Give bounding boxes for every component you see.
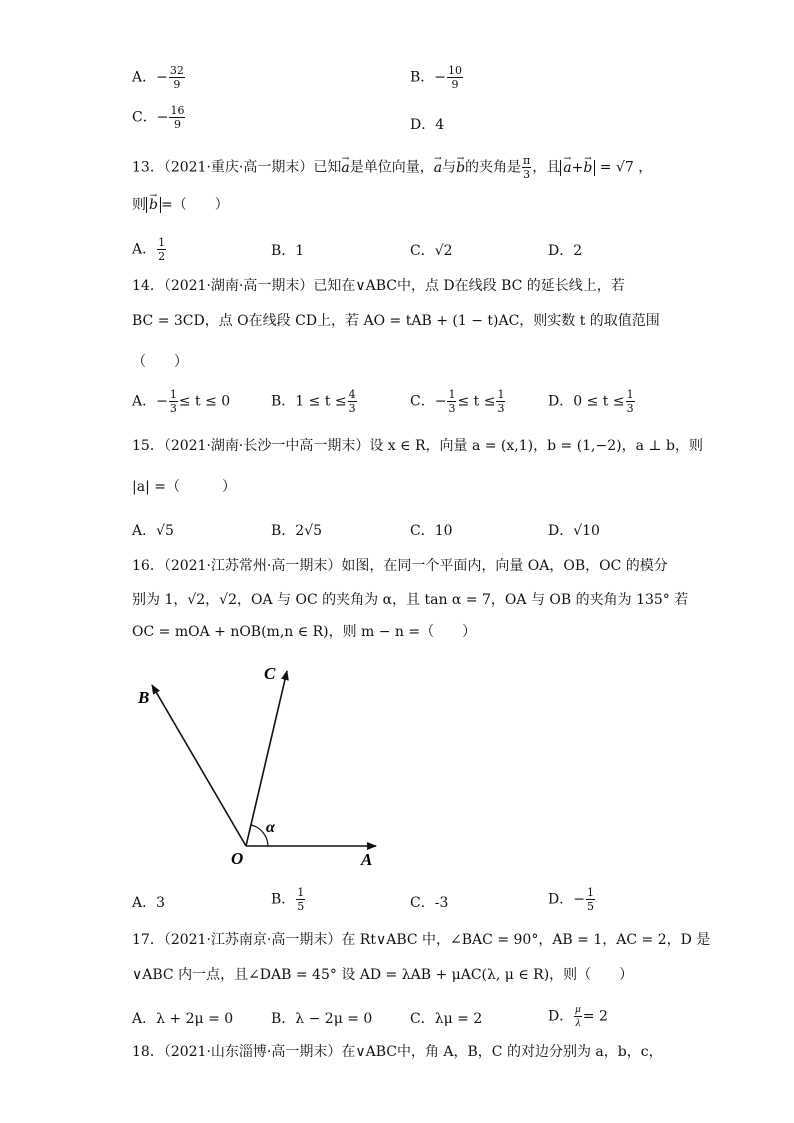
abs-b: → b: [146, 197, 161, 213]
q16-option-b: [271, 886, 306, 913]
option-label: B．: [271, 891, 296, 908]
label-c: C: [264, 664, 276, 683]
option-label: A．: [132, 241, 157, 258]
fraction: [496, 388, 505, 415]
fraction: [447, 388, 456, 415]
fraction: [169, 64, 185, 91]
q12-option-d: D．4: [410, 117, 445, 133]
numerator: 1: [626, 388, 634, 401]
numerator: 16: [170, 104, 185, 117]
q17-stem-line2: ∨ABC 内一点，且∠DAB = 45° 设 AD = λAB + μAC(λ, μ ∈ R)，则（ ）: [132, 967, 634, 983]
q15-option-a: A．√5: [132, 523, 174, 539]
denominator: 9: [451, 78, 459, 91]
q13-option-b: B．1: [271, 243, 305, 259]
q14-stem-line2: BC = 3CD，点 O在线段 CD上，若 AO = tAB + (1 − t)AC，则实数 t 的取值范围: [132, 313, 660, 329]
q13-source: 13．（2021·重庆·高一期末）已知: [132, 159, 342, 176]
q13-option-d: D．2: [548, 243, 583, 259]
q14-stem-line3: （ ）: [132, 354, 188, 370]
denominator: 3: [497, 402, 505, 415]
q15-option-d: D．√10: [548, 523, 600, 539]
numerator: 1: [497, 388, 505, 401]
q18-stem-line1: 18．（2021·山东淄博·高一期末）在∨ABC中，角 A，B，C 的对边分别为 a，b，c，: [132, 1044, 663, 1060]
denominator: 3: [448, 402, 456, 415]
numerator: 1: [586, 886, 594, 899]
q13-stem-line2: [132, 195, 229, 215]
denominator: 5: [586, 900, 594, 913]
vector-b: → b: [456, 158, 465, 178]
q12-option-c: [132, 104, 186, 131]
denominator: 9: [173, 78, 181, 91]
fraction: [586, 886, 595, 913]
fraction: [447, 64, 463, 91]
text: ≤ t ≤: [457, 393, 496, 410]
q15-option-b: B．2√5: [271, 523, 323, 539]
numerator: 1: [297, 886, 305, 899]
text: 的夹角是: [465, 159, 522, 176]
q14-option-b: [271, 388, 358, 415]
denominator: 3: [626, 402, 634, 415]
q16-stem-line1: 16．（2021·江苏常州·高一期末）如图，在同一个平面内，向量 OA，OB，OC 的模分: [132, 558, 668, 574]
q13-option-c: C．√2: [410, 243, 453, 259]
q16-option-d: [548, 886, 596, 913]
denominator: 3: [348, 402, 356, 415]
q15-stem-line2: |a| =（ ）: [132, 479, 236, 495]
option-label: B．1 ≤ t ≤: [271, 393, 347, 410]
text: = √7 ，: [599, 159, 653, 176]
denominator: 9: [173, 118, 181, 131]
ray-ob: [152, 685, 246, 846]
vector-a: → a: [341, 158, 349, 178]
fraction: [626, 388, 635, 415]
label-alpha: α: [266, 819, 275, 836]
q17-option-a: A．λ + 2μ = 0: [132, 1011, 234, 1027]
text: 与: [442, 159, 457, 176]
option-label: B．−: [410, 69, 447, 86]
option-label: D．0 ≤ t ≤: [548, 393, 625, 410]
label-o: O: [231, 849, 244, 868]
numerator: 10: [448, 64, 463, 77]
denominator: 3: [169, 402, 177, 415]
vector-a: → a: [434, 158, 442, 178]
text: = 2: [582, 1008, 608, 1025]
denominator: 5: [297, 900, 305, 913]
q13-stem-line1: [132, 154, 652, 181]
fraction: [157, 236, 166, 263]
q17-option-b: B．λ − 2μ = 0: [271, 1011, 373, 1027]
q12-option-b: [410, 64, 464, 91]
numerator: 32: [169, 64, 184, 77]
denominator: 2: [158, 250, 166, 263]
q14-stem-line1: 14．（2021·湖南·高一期末）已知在∨ABC中，点 D在线段 BC 的延长线上，若: [132, 278, 625, 294]
q16-stem-line3: OC = mOA + nOB(m,n ∈ R)，则 m − n =（ ）: [132, 624, 477, 640]
q15-option-c: C．10: [410, 523, 453, 539]
fraction: [169, 388, 178, 415]
label-a: A: [361, 850, 373, 869]
q15-stem-line1: 15．（2021·湖南·长沙一中高一期末）设 x ∈ R，向量 a = (x,1)，b = (1,−2)，a ⊥ b，则: [132, 438, 703, 454]
numerator: μ: [575, 1003, 581, 1015]
q16-stem-line2: 别为 1，√2，√2，OA 与 OC 的夹角为 α，且 tan α = 7，OA 与 OB 的夹角为 135° 若: [132, 592, 689, 608]
q14-option-a: [132, 388, 230, 415]
option-label: D．: [548, 1008, 574, 1025]
q17-stem-line1: 17．（2021·江苏南京·高一期末）在 Rt∨ABC 中，∠BAC = 90°，AB = 1，AC = 2，D 是: [132, 932, 711, 948]
fraction: [348, 388, 357, 415]
numerator: 1: [158, 236, 166, 249]
fraction: [169, 104, 185, 131]
denominator: λ: [575, 1017, 581, 1029]
option-label: D．−: [548, 891, 585, 908]
text: 是单位向量，: [349, 159, 434, 176]
numerator: π: [523, 154, 531, 167]
abs-a-plus-b: → a+→ b: [560, 160, 595, 176]
q16-option-a: A．3: [132, 895, 166, 911]
option-label: A．−: [132, 393, 168, 410]
fraction: [574, 1003, 582, 1030]
q17-option-d: [548, 1003, 608, 1030]
q12-option-a: [132, 64, 186, 91]
text: 则: [132, 197, 146, 213]
q17-option-c: C．λμ = 2: [410, 1011, 483, 1027]
numerator: 1: [448, 388, 456, 401]
denominator: 3: [523, 168, 531, 181]
option-label: A．−: [132, 69, 168, 86]
fraction-pi-3: [522, 154, 531, 181]
fraction: [296, 886, 305, 913]
text: =（ ）: [160, 197, 229, 213]
text: ≤ t ≤ 0: [178, 393, 231, 410]
label-b: B: [138, 688, 150, 707]
q14-option-d: [548, 388, 636, 415]
option-label: C．−: [132, 109, 169, 126]
q14-option-c: [410, 388, 506, 415]
vector-figure: [130, 655, 390, 880]
numerator: 1: [169, 388, 177, 401]
q13-option-a: [132, 236, 167, 263]
text: ，且: [532, 159, 561, 176]
option-label: C．−: [410, 393, 447, 410]
numerator: 4: [348, 388, 356, 401]
q16-option-c: C．-3: [410, 895, 449, 911]
